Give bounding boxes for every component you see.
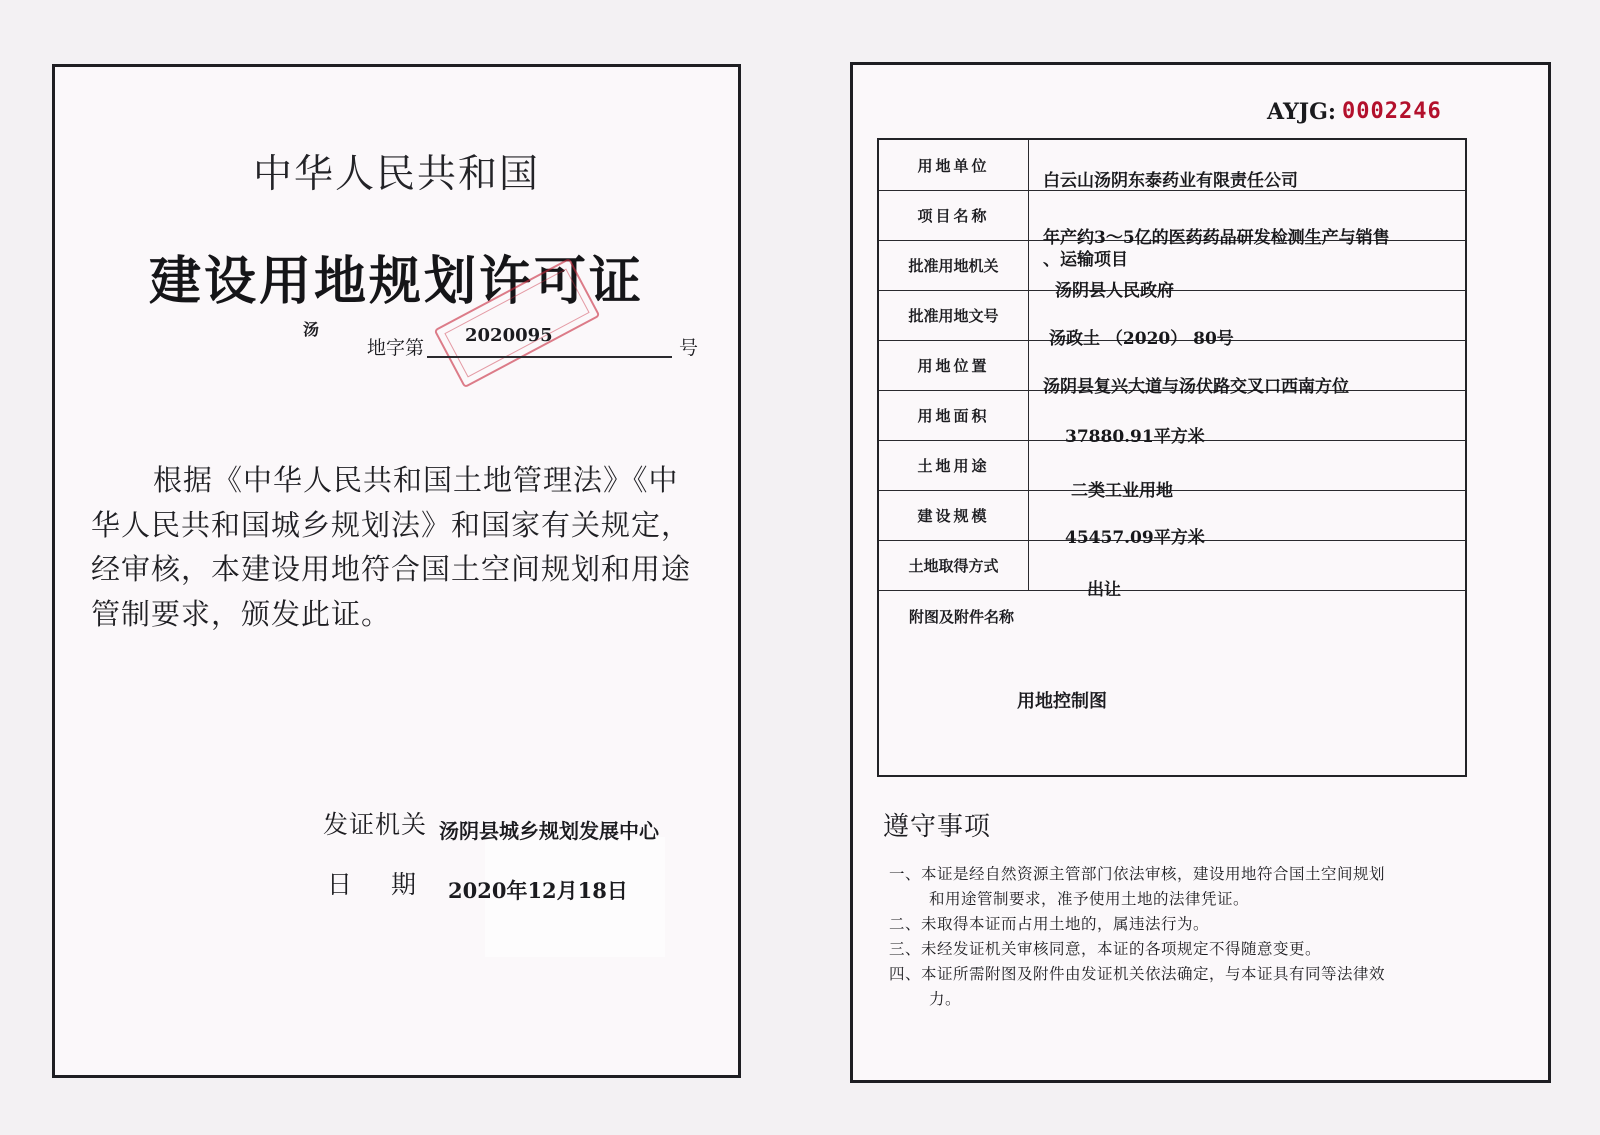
row-value-project-name: 年产约3～5亿的医药药品研发检测生产与销售: [1043, 228, 1390, 248]
table-row: [879, 440, 1465, 501]
serial-label: AYJG:: [1267, 99, 1336, 125]
table-row: [879, 340, 1465, 397]
issuer-label: 发证机关: [323, 810, 428, 839]
row-label-land-user: 用地单位: [879, 140, 1029, 190]
row-value-project-name-line2: 、运输项目: [1043, 250, 1128, 270]
note-item-4-cont: 力。: [929, 990, 962, 1008]
note-item-3: 三、未经发证机关审核同意，本证的各项规定不得随意变更。: [889, 940, 1322, 958]
row-label-area: 用地面积: [879, 390, 1029, 440]
date-label-char-2: 期: [391, 870, 417, 899]
note-item-1: 一、本证是经自然资源主管部门依法审核，建设用地符合国土空间规划: [889, 865, 1386, 883]
permit-title: 建设用地规划许可证: [148, 252, 644, 312]
date-label-char-1: 日: [327, 870, 353, 899]
row-label-acquisition-method: 土地取得方式: [879, 540, 1029, 590]
row-value-building-scale: 45457.09平方米: [1065, 528, 1205, 548]
note-item-1-cont: 和用途管制要求，准予使用土地的法律凭证。: [929, 890, 1250, 908]
land-info-table: [877, 138, 1467, 777]
permit-number-value: 2020095: [465, 325, 553, 346]
permit-number-underline: [427, 356, 672, 358]
permit-details-page: [850, 62, 1551, 1083]
legal-basis-paragraph: 根据《中华人民共和国土地管理法》《中华人民共和国城乡规划法》和国家有关规定，经审核，本建设用地符合国土空间规划和用途管制要求，颁发此证。: [91, 463, 692, 631]
attachments-section: [879, 590, 1465, 775]
issuer-name: 汤阴县城乡规划发展中心: [439, 819, 659, 843]
row-label-project-name: 项目名称: [879, 190, 1029, 240]
country-title: 中华人民共和国: [252, 152, 540, 197]
permit-cover-page: [52, 64, 741, 1078]
row-value-approval-doc: 汤政土 （2020） 80号: [1049, 329, 1234, 349]
row-label-approving-authority: 批准用地机关: [879, 240, 1029, 290]
row-value-area: 37880.91平方米: [1065, 427, 1205, 447]
table-row: [879, 140, 1465, 191]
row-value-approving-authority: 汤阴县人民政府: [1055, 281, 1174, 301]
row-label-land-use: 土地用途: [879, 440, 1029, 490]
attachments-value: 用地控制图: [1017, 691, 1107, 712]
permit-number-prefix: 汤: [303, 320, 320, 339]
row-value-land-use: 二类工业用地: [1071, 481, 1173, 501]
row-value-land-user: 白云山汤阴东泰药业有限责任公司: [1043, 171, 1298, 191]
permit-number-suffix: 号: [679, 337, 699, 359]
row-value-location: 汤阴县复兴大道与汤伏路交叉口西南方位: [1043, 377, 1349, 397]
permit-number-label: 地字第: [367, 337, 425, 359]
row-label-location: 用地位置: [879, 340, 1029, 390]
serial-number: 0002246: [1342, 99, 1442, 124]
table-row: [879, 390, 1465, 447]
table-row: [879, 240, 1465, 301]
row-value-acquisition-method: 出让: [1087, 580, 1121, 600]
table-row: [879, 540, 1465, 600]
table-row: [879, 490, 1465, 548]
attachments-label: 附图及附件名称: [909, 608, 1015, 626]
issue-date: 2020年12月18日: [448, 878, 628, 903]
note-item-4: 四、本证所需附图及附件由发证机关依法确定，与本证具有同等法律效: [889, 965, 1386, 983]
row-label-approval-doc: 批准用地文号: [879, 290, 1029, 340]
note-item-2: 二、未取得本证而占用土地的，属违法行为。: [889, 915, 1210, 933]
notes-title: 遵守事项: [883, 812, 992, 842]
row-label-building-scale: 建设规模: [879, 490, 1029, 540]
table-row: [879, 290, 1465, 349]
